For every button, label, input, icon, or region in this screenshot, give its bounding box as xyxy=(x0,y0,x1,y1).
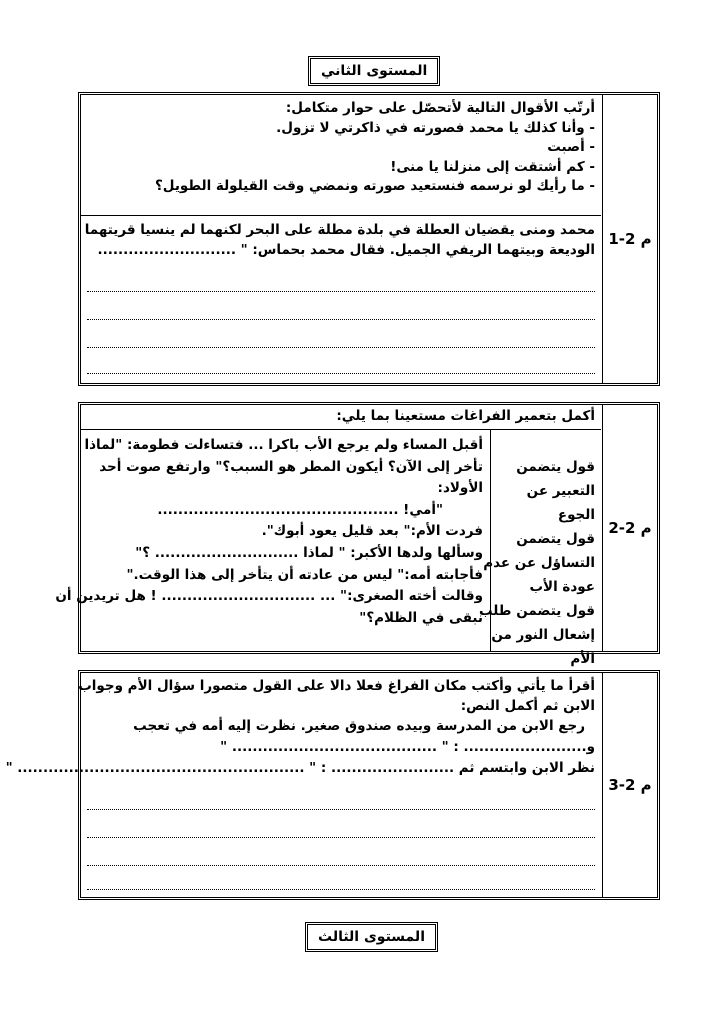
hint-line: الجوع xyxy=(557,507,595,524)
exercise-2-text-line: تأخر إلى الآن؟ أيكون المطر هو السبب؟" وارتفع صوت أحد xyxy=(99,458,483,475)
exercise-2-text-line: فأجابته أمه:" ليس من عادته أن يتأخر إلى هذا الوقت." xyxy=(126,566,483,583)
exercise-3-instruction-line-1: أقرأ ما يأتي وأكتب مكان الفراغ فعلا دالا على القول متصورا سؤال الأم وجواب xyxy=(78,678,595,694)
exercise-1-divider xyxy=(81,215,601,216)
hint-line: قول يتضمن xyxy=(516,459,595,475)
exercise-2-divider xyxy=(81,429,601,430)
exercise-1-box xyxy=(78,92,660,386)
exercise-3-content xyxy=(5,673,601,897)
exercise-2-text-line: "أمي! ............................................... xyxy=(157,501,443,518)
exercise-1-instruction: أرتّب الأقوال التالية لأتحصّل على حوار متكامل: xyxy=(285,100,595,116)
exercise-3-text-line: نظر الابن وابتسم ثم ........................ : " ........................................................ " xyxy=(5,759,595,776)
hint-line: التعبير عن xyxy=(526,483,595,500)
exercise-1-code-text: م 2-1 xyxy=(608,230,652,248)
exercise-1-content xyxy=(81,95,601,383)
exercise-1-item-4: - ما رأيك لو نرسمه فنستعيد صورته ونمضي وقت القيلولة الطويل؟ xyxy=(154,178,595,195)
exercise-2-text-line: الأولاد: xyxy=(437,480,483,497)
answer-line[interactable] xyxy=(87,837,595,838)
exercise-3-text-line: رجع الابن من المدرسة وبيده صندوق صغير. نظرت إليه أمه في تعجب xyxy=(133,718,585,735)
exercise-1-story-line-2: الوديعة وبيتهما الريفي الجميل. فقال محمد بحماس: " ........................... xyxy=(97,241,595,258)
exercise-3-code-text: م 2-3 xyxy=(608,776,652,794)
answer-line[interactable] xyxy=(87,347,595,348)
hint-line: قول يتضمن xyxy=(516,531,595,548)
exercise-3-box xyxy=(5,670,660,900)
exercise-2-text-line: نبقى في الظلام؟" xyxy=(359,609,483,626)
exercise-1-item-3: - كم أشتقت إلى منزلنا يا منى! xyxy=(390,158,595,175)
level-three-title-text: المستوى الثالث xyxy=(318,929,425,945)
level-three-title xyxy=(305,922,438,952)
answer-line[interactable] xyxy=(87,291,595,292)
exercise-2-instruction: أكمل بتعمير الفراغات مستعينا بما يلي: xyxy=(336,408,595,424)
answer-line[interactable] xyxy=(87,889,595,890)
exercise-2-content xyxy=(55,405,601,668)
exercise-2-code-text: م 2-2 xyxy=(608,519,652,537)
exercise-1-item-1: - وأنا كذلك يا محمد فصورته في ذاكرتي لا تزول. xyxy=(276,119,595,136)
exercise-2-text-line: فردت الأم:" بعد قليل يعود أبوك". xyxy=(261,523,483,540)
hint-line: قول يتضمن طلب xyxy=(478,603,595,620)
exercise-1-story-line-1: محمد ومنى يقضيان العطلة في بلدة مطلة على البحر لكنهما لم ينسيا قريتهما xyxy=(84,222,595,238)
hint-line: عودة الأب xyxy=(529,579,595,596)
answer-line[interactable] xyxy=(87,809,595,810)
level-two-title-text: المستوى الثاني xyxy=(321,63,428,79)
hint-line: إشعال النور من xyxy=(491,627,595,644)
hint-line: التساؤل عن عدم xyxy=(483,555,595,572)
answer-line[interactable] xyxy=(87,319,595,320)
exercise-2-text-line: أقبل المساء ولم يرجع الأب باكرا ... فتساءلت فطومة: "لماذا xyxy=(84,437,483,453)
exercise-3-code xyxy=(602,673,657,897)
exercise-2-box xyxy=(55,402,660,668)
exercise-1-item-2: - أصبت xyxy=(547,139,595,156)
exercise-3-instruction-line-2: الابن ثم أكمل النص: xyxy=(460,697,595,714)
exercise-1-code xyxy=(602,95,657,383)
exercise-2-text-line: وقالت أخته الصغرى:" ... .............................. ! هل تريدين أن xyxy=(55,588,483,605)
exercise-2-code xyxy=(602,405,657,651)
answer-line[interactable] xyxy=(87,865,595,866)
hint-line: الأم xyxy=(570,651,595,668)
level-two-title xyxy=(308,56,440,86)
exercise-3-text-line: و........................ : " ........................................ " xyxy=(220,739,595,756)
answer-line[interactable] xyxy=(87,373,595,374)
exercise-2-text-line: وسألها ولدها الأكبر: " لماذا ............................ ؟" xyxy=(135,544,483,561)
